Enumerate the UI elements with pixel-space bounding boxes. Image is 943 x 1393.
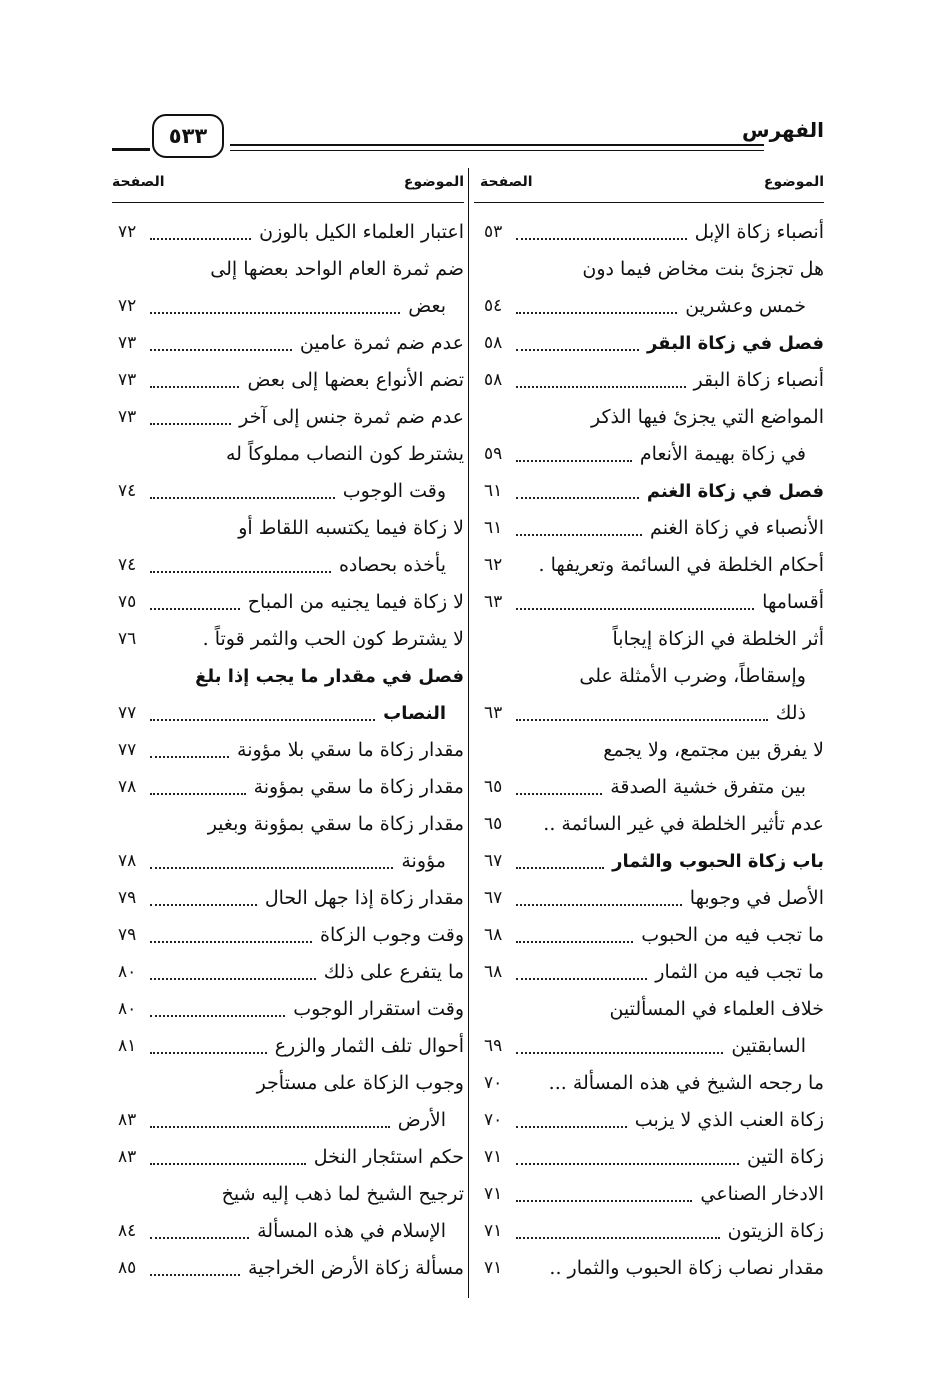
index-entry [474, 325, 824, 362]
entry-page-number: ٧٦ [118, 629, 137, 649]
entry-title: تضم الأنواع بعضها إلى بعض [247, 369, 464, 391]
index-entry [474, 806, 824, 843]
entry-title: المواضع التي يجزئ فيها الذكر [590, 406, 824, 428]
entry-page-number: ٦٥ [484, 814, 503, 834]
index-entry [112, 399, 464, 436]
index-entry [474, 1176, 824, 1213]
index-entry [474, 695, 824, 732]
leader-dots [516, 793, 602, 795]
leader-dots [150, 1237, 249, 1239]
index-entry [112, 362, 464, 399]
leader-dots [150, 571, 331, 573]
leader-dots [516, 1163, 739, 1165]
leader-dots [516, 1200, 692, 1202]
entry-title: الأرض [397, 1109, 446, 1131]
leader-dots [150, 423, 231, 425]
entry-page-number: ٥٩ [484, 444, 503, 464]
entry-title: ما تجب فيه من الثمار [655, 961, 824, 983]
entry-title: وقت استقرار الوجوب [293, 998, 464, 1020]
leader-dots [516, 497, 639, 499]
leader-dots [516, 608, 754, 610]
index-entry [474, 880, 824, 917]
leader-dots [516, 386, 685, 388]
index-entries [112, 214, 464, 1287]
index-entry [474, 1139, 824, 1176]
index-entry [474, 547, 824, 584]
index-entries [474, 214, 824, 1287]
column-header [112, 168, 464, 203]
entry-title: وقت وجوب الزكاة [320, 924, 464, 946]
index-entry [112, 658, 464, 695]
entry-title: فصل في زكاة الغنم [646, 481, 824, 502]
page-header [112, 112, 824, 162]
entry-title: مقدار زكاة إذا جهل الحال [264, 887, 464, 909]
index-entry [474, 362, 824, 399]
index-entry [112, 621, 464, 658]
entry-title: مقدار نصاب زكاة الحبوب والثمار .. [549, 1257, 824, 1279]
leader-dots [516, 238, 686, 240]
leader-dots [150, 978, 315, 980]
index-column-left [112, 168, 464, 1298]
index-entry [474, 584, 824, 621]
index-entry [112, 251, 464, 288]
leader-dots [150, 904, 257, 906]
leader-dots [150, 312, 400, 314]
entry-title: ما تجب فيه من الحبوب [641, 924, 824, 946]
leader-dots [150, 497, 334, 499]
leader-dots [516, 978, 647, 980]
index-entry [474, 1028, 824, 1065]
entry-title: ذلك [775, 702, 806, 724]
index-entry [112, 584, 464, 621]
entry-title: مسألة زكاة الأرض الخراجية [248, 1257, 464, 1279]
entry-title: في زكاة بهيمة الأنعام [639, 443, 806, 465]
index-entry [112, 695, 464, 732]
entry-page-number: ٦٥ [484, 777, 503, 797]
leader-dots [150, 238, 251, 240]
entry-title: الإسلام في هذه المسألة [257, 1220, 446, 1242]
entry-title: عدم تأثير الخلطة في غير السائمة .. [543, 813, 824, 835]
entry-page-number: ٧١ [484, 1147, 503, 1167]
entry-title: هل تجزئ بنت مخاض فيما دون [582, 258, 824, 280]
index-entry [112, 917, 464, 954]
leader-dots [516, 904, 682, 906]
leader-dots [150, 941, 312, 943]
entry-title: فصل في مقدار ما يجب إذا بلغ [195, 666, 464, 687]
index-entry [112, 436, 464, 473]
index-entry [112, 473, 464, 510]
index-entry [474, 436, 824, 473]
entry-title: عدم ضم ثمرة جنس إلى آخر [239, 406, 464, 428]
entry-title: مقدار زكاة ما سقي بمؤونة وبغير [207, 813, 464, 835]
entry-page-number: ٦٨ [484, 925, 503, 945]
entry-title: الأصل في وجوبها [689, 887, 824, 909]
entry-page-number: ٨٤ [118, 1221, 137, 1241]
entry-page-number: ٧٠ [484, 1110, 503, 1130]
index-entry [474, 1250, 824, 1287]
leader-dots [150, 1126, 389, 1128]
entry-page-number: ٦٧ [484, 888, 503, 908]
index-entry [112, 1176, 464, 1213]
index-entry [112, 325, 464, 362]
leader-dots [516, 349, 639, 351]
entry-page-number: ٧٣ [118, 370, 137, 390]
column-page-label: الصفحة [480, 174, 533, 190]
entry-page-number: ٥٤ [484, 296, 503, 316]
entry-title: فصل في زكاة البقر [646, 333, 824, 354]
entry-title: زكاة الزيتون [727, 1220, 824, 1242]
column-divider [468, 168, 469, 1298]
entry-title: يأخذه بحصاده [338, 554, 446, 576]
entry-page-number: ٧٧ [118, 703, 137, 723]
index-entry [112, 1213, 464, 1250]
entry-page-number: ٧٥ [118, 592, 137, 612]
entry-page-number: ٧٠ [484, 1073, 503, 1093]
index-entry [474, 251, 824, 288]
entry-title: خلاف العلماء في المسألتين [609, 998, 824, 1020]
index-entry [112, 880, 464, 917]
index-entry [474, 473, 824, 510]
entry-page-number: ٧٣ [118, 333, 137, 353]
entry-title: ما يتفرع على ذلك [323, 961, 464, 983]
entry-page-number: ٦٨ [484, 962, 503, 982]
entry-title: بين متفرق خشية الصدقة [610, 776, 806, 798]
entry-title: زكاة التين [746, 1146, 824, 1168]
entry-title: حكم استئجار النخل [313, 1146, 464, 1168]
leader-dots [516, 312, 677, 314]
entry-title: وقت الوجوب [342, 480, 446, 502]
entry-page-number: ٨٣ [118, 1110, 137, 1130]
entry-title: لا زكاة فيما يكتسبه اللقاط أو [238, 517, 464, 539]
column-page-label: الصفحة [112, 174, 165, 190]
entry-title: ما رجحه الشيخ في هذه المسألة ... [548, 1072, 824, 1094]
leader-dots [516, 460, 632, 462]
entry-page-number: ٧٩ [118, 925, 137, 945]
entry-page-number: ٦١ [484, 518, 503, 538]
entry-page-number: ٨٠ [118, 962, 137, 982]
entry-title: الادخار الصناعي [700, 1183, 824, 1205]
entry-page-number: ٧٨ [118, 851, 137, 871]
entry-page-number: ٧٧ [118, 740, 137, 760]
entry-title: مؤونة [401, 850, 446, 872]
index-entry [112, 547, 464, 584]
entry-title: أقسامها [762, 591, 824, 613]
index-entry [112, 510, 464, 547]
entry-page-number: ٥٨ [484, 333, 503, 353]
index-entry [112, 288, 464, 325]
index-entry [474, 917, 824, 954]
entry-page-number: ٦٣ [484, 592, 503, 612]
entry-title: وإسقاطاً، وضرب الأمثلة على [579, 665, 806, 687]
entry-page-number: ٦٢ [484, 555, 503, 575]
entry-page-number: ٨٥ [118, 1258, 137, 1278]
entry-page-number: ٧٢ [118, 222, 137, 242]
index-entry [112, 732, 464, 769]
column-header [474, 168, 824, 203]
index-entry [112, 769, 464, 806]
leader-dots [516, 719, 767, 721]
entry-page-number: ٧٢ [118, 296, 137, 316]
entry-page-number: ٨٠ [118, 999, 137, 1019]
entry-title: بعض [408, 295, 446, 317]
leader-dots [150, 386, 239, 388]
index-entry [474, 621, 824, 658]
entry-title: ترجيح الشيخ لما ذهب إليه شيخ [221, 1183, 464, 1205]
header-rule-thin [230, 150, 764, 151]
index-entry [112, 214, 464, 251]
index-entry [474, 1102, 824, 1139]
leader-dots [150, 1274, 240, 1276]
index-entry [474, 769, 824, 806]
index-entry [112, 1028, 464, 1065]
entry-title: أحوال تلف الثمار والزرع [274, 1035, 464, 1057]
entry-title: خمس وعشرين [685, 295, 806, 317]
entry-page-number: ٧١ [484, 1184, 503, 1204]
entry-page-number: ٧٤ [118, 555, 137, 575]
entry-title: السابقتين [731, 1035, 806, 1057]
index-entry [112, 954, 464, 991]
entry-page-number: ٧٣ [118, 407, 137, 427]
entry-title: زكاة العنب الذي لا يزبب [634, 1109, 824, 1131]
page-number: ٥٣٣ [152, 114, 224, 158]
entry-page-number: ٧٤ [118, 481, 137, 501]
entry-page-number: ٧١ [484, 1258, 503, 1278]
leader-dots [150, 349, 292, 351]
leader-dots [516, 1052, 723, 1054]
entry-page-number: ٦٧ [484, 851, 503, 871]
entry-page-number: ٦٣ [484, 703, 503, 723]
leader-dots [150, 608, 239, 610]
index-entry [474, 1213, 824, 1250]
leader-dots [150, 793, 245, 795]
entry-page-number: ٧٨ [118, 777, 137, 797]
entry-title: الأنصباء في زكاة الغنم [650, 517, 824, 539]
entry-title: مقدار زكاة ما سقي بلا مؤونة [237, 739, 464, 761]
entry-title: النصاب [383, 703, 446, 724]
leader-dots [516, 1126, 627, 1128]
header-rule-left [112, 148, 150, 151]
index-entry [474, 1065, 824, 1102]
index-entry [112, 1250, 464, 1287]
index-entry [474, 214, 824, 251]
entry-page-number: ٦١ [484, 481, 503, 501]
leader-dots [516, 867, 604, 869]
leader-dots [150, 1052, 266, 1054]
column-topic-label: الموضوع [403, 174, 464, 190]
entry-page-number: ٧١ [484, 1221, 503, 1241]
index-entry [474, 954, 824, 991]
index-entry [112, 806, 464, 843]
leader-dots [150, 867, 393, 869]
index-entry [112, 1102, 464, 1139]
index-entry [474, 510, 824, 547]
entry-title: يشترط كون النصاب مملوكاً له [225, 443, 464, 465]
leader-dots [150, 719, 375, 721]
leader-dots [150, 1163, 305, 1165]
leader-dots [516, 1237, 719, 1239]
entry-page-number: ٦٩ [484, 1036, 503, 1056]
entry-title: عدم ضم ثمرة عامين [299, 332, 464, 354]
index-entry [474, 843, 824, 880]
index-entry [112, 991, 464, 1028]
leader-dots [150, 756, 229, 758]
leader-dots [516, 534, 642, 536]
index-entry [474, 732, 824, 769]
entry-title: أنصباء زكاة البقر [693, 369, 824, 391]
entry-title: وجوب الزكاة على مستأجر [256, 1072, 464, 1094]
entry-title: باب زكاة الحبوب والثمار [612, 851, 824, 872]
entry-title: ضم ثمرة العام الواحد بعضها إلى [210, 258, 464, 280]
index-entry [112, 1139, 464, 1176]
index-entry [474, 399, 824, 436]
header-rule [230, 144, 764, 146]
index-entry [474, 658, 824, 695]
leader-dots [516, 941, 633, 943]
leader-dots [150, 1015, 285, 1017]
entry-title: اعتبار العلماء الكيل بالوزن [259, 221, 464, 243]
column-topic-label: الموضوع [763, 174, 824, 190]
entry-title: أثر الخلطة في الزكاة إيجاباً [612, 628, 824, 650]
entry-title: لا يشترط كون الحب والثمر قوتاً . [202, 628, 464, 650]
entry-title: أنصباء زكاة الإبل [694, 221, 824, 243]
entry-page-number: ٥٣ [484, 222, 503, 242]
index-entry [474, 288, 824, 325]
running-title: الفهرس [741, 118, 824, 142]
index-entry [112, 843, 464, 880]
entry-title: لا يفرق بين مجتمع، ولا يجمع [603, 739, 824, 761]
index-entry [112, 1065, 464, 1102]
index-column-right [474, 168, 824, 1298]
index-entry [474, 991, 824, 1028]
entry-page-number: ٨١ [118, 1036, 137, 1056]
entry-title: أحكام الخلطة في السائمة وتعريفها . [538, 554, 824, 576]
entry-page-number: ٨٣ [118, 1147, 137, 1167]
entry-title: مقدار زكاة ما سقي بمؤونة [253, 776, 464, 798]
entry-page-number: ٧٩ [118, 888, 137, 908]
entry-title: لا زكاة فيما يجنيه من المباح [247, 591, 464, 613]
entry-page-number: ٥٨ [484, 370, 503, 390]
